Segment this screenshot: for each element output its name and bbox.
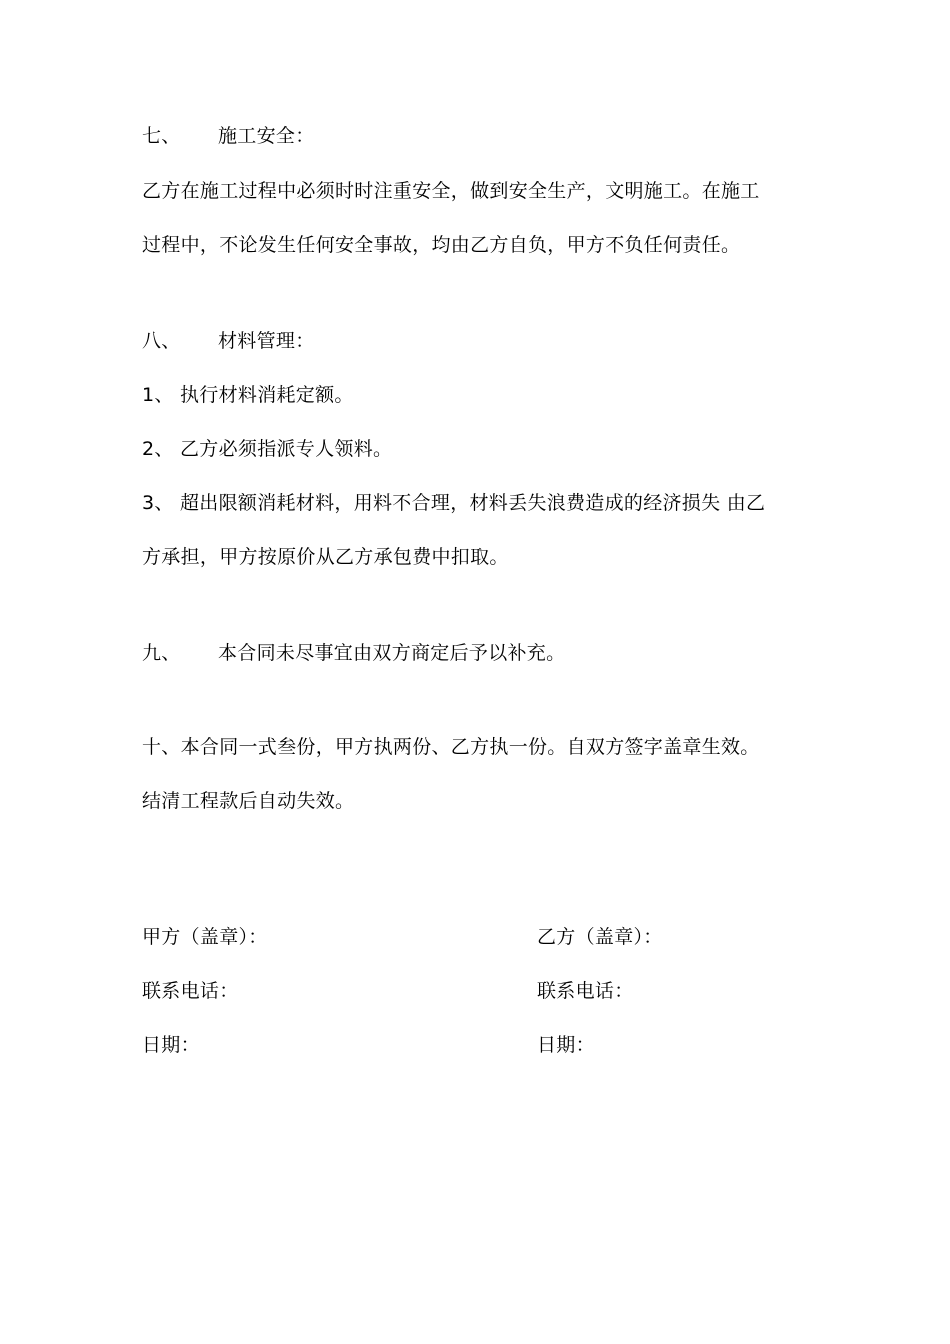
section-7-line-1: 乙方在施工过程中必须时时注重安全，做到安全生产，文明施工。在施工 (142, 180, 760, 202)
party-b-date-label: 日期： (537, 1034, 595, 1056)
section-8-item-3-continuation: 方承担，甲方按原价从乙方承包费中扣取。 (142, 546, 509, 568)
item-text: 执行材料消耗定额。 (180, 384, 354, 406)
section-8-item-1 (142, 383, 354, 407)
section-7-heading (142, 124, 315, 148)
section-8-title: 材料管理： (218, 330, 315, 352)
section-10-line-2: 结清工程款后自动失效。 (142, 790, 355, 812)
section-8-item-3 (142, 491, 765, 515)
item-number: 2、 (142, 438, 174, 460)
section-7-line-2: 过程中，不论发生任何安全事故，均由乙方自负，甲方不负任何责任。 (142, 234, 741, 256)
section-9-number: 九、 (142, 642, 181, 664)
section-7-number: 七、 (142, 125, 181, 147)
section-8-item-2 (142, 437, 392, 461)
party-a-date-label: 日期： (142, 1034, 200, 1056)
section-8-number: 八、 (142, 330, 181, 352)
item-text: 超出限额消耗材料，用料不合理，材料丢失浪费造成的经济损失 由乙 (180, 492, 766, 514)
section-9-text: 本合同未尽事宜由双方商定后予以补充。 (218, 642, 566, 664)
party-a-seal-label: 甲方（盖章）： (142, 926, 268, 948)
section-9 (142, 641, 565, 665)
section-8-heading (142, 329, 315, 353)
item-number: 1、 (142, 384, 174, 406)
section-7-title: 施工安全： (218, 125, 315, 147)
section-10-line-1: 十、本合同一式叁份，甲方执两份、乙方执一份。自双方签字盖章生效。 (142, 736, 760, 758)
party-a-phone-label: 联系电话： (142, 980, 239, 1002)
party-b-phone-label: 联系电话： (537, 980, 634, 1002)
item-text: 乙方必须指派专人领料。 (180, 438, 393, 460)
party-b-seal-label: 乙方（盖章）： (537, 926, 663, 948)
item-number: 3、 (142, 492, 174, 514)
